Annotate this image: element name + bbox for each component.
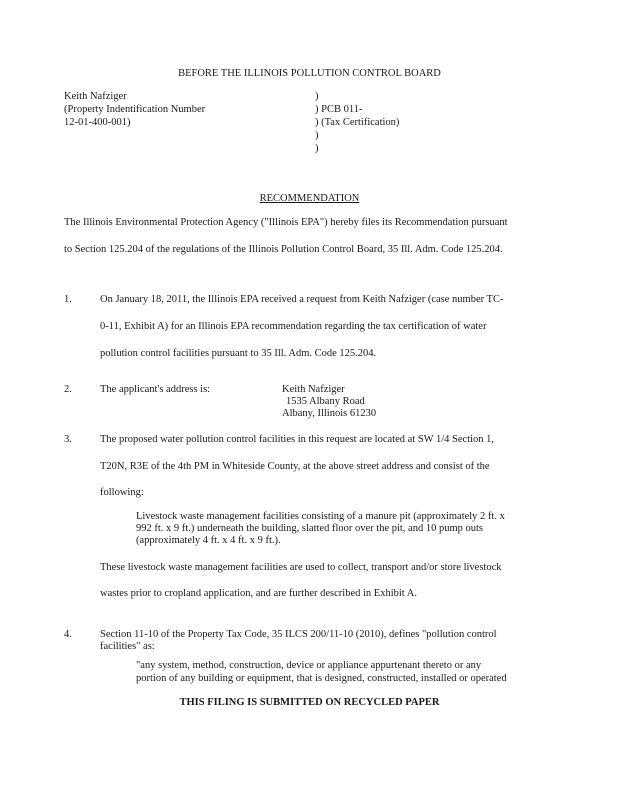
paragraph-1-line: pollution control facilities pursuant to 35 Ill. Adm. Code 125.204.	[100, 348, 377, 359]
paragraph-4-line: facilities" as:	[100, 641, 155, 652]
paragraph-1-line: On January 18, 2011, the Illinois EPA received a request from Keith Nafziger (case number TC-	[100, 294, 504, 305]
address-line: Albany, Illinois 61230	[282, 408, 377, 419]
paragraph-3-line: The proposed water pollution control facilities in this request are located at SW 1/4 Section 1,	[100, 434, 495, 445]
paragraph-number: 3.	[64, 434, 72, 445]
property-id-label: (Property Indentification Number	[64, 104, 206, 115]
statute-quote: portion of any building or equipment, that is designed, constructed, installed or operated	[136, 673, 507, 684]
facility-description: 992 ft. x 9 ft.) underneath the building, slatted floor over the pit, and 10 pump outs	[136, 523, 484, 534]
case-number: ) PCB 011-	[315, 104, 363, 115]
facility-description: (approximately 4 ft. x 4 ft. x 9 ft.).	[136, 535, 281, 546]
statute-quote: "any system, method, construction, device or appliance appurtenant thereto or any	[136, 660, 482, 671]
case-type: ) (Tax Certification)	[315, 117, 400, 128]
intro-line: The Illinois Environmental Protection Agency ("Illinois EPA") hereby files its Recommendation pursuant	[64, 217, 508, 228]
address-label: The applicant's address is:	[100, 384, 211, 395]
facility-description: Livestock waste management facilities consisting of a manure pit (approximately 2 ft. x	[136, 511, 505, 522]
caption-bracket: )	[315, 143, 319, 154]
paragraph-number: 4.	[64, 629, 72, 640]
paragraph-3-line: wastes prior to cropland application, and are further described in Exhibit A.	[100, 588, 417, 599]
document-heading: BEFORE THE ILLINOIS POLLUTION CONTROL BOARD	[178, 68, 441, 79]
paragraph-3-line: These livestock waste management facilities are used to collect, transport and/or store livestock	[100, 562, 502, 573]
paragraph-3-line: T20N, R3E of the 4th PM in Whiteside County, at the above street address and consist of the	[100, 461, 490, 472]
caption-bracket: )	[315, 130, 319, 141]
paragraph-4-line: Section 11-10 of the Property Tax Code, 35 ILCS 200/11-10 (2010), defines "pollution control	[100, 629, 497, 640]
property-id-number: 12-01-400-001)	[64, 117, 131, 128]
paragraph-3-line: following:	[100, 487, 144, 498]
intro-line: to Section 125.204 of the regulations of the Illinois Pollution Control Board, 35 Ill. Adm. Code 125.204.	[64, 244, 503, 255]
recycled-paper-footer: THIS FILING IS SUBMITTED ON RECYCLED PAPER	[179, 697, 440, 708]
section-title: RECOMMENDATION	[259, 193, 360, 204]
paragraph-1-line: 0-11, Exhibit A) for an Illinois EPA recommendation regarding the tax certification of water	[100, 321, 487, 332]
paragraph-number: 2.	[64, 384, 72, 395]
address-line: 1535 Albany Road	[286, 396, 365, 407]
petitioner-name: Keith Nafziger	[64, 91, 127, 102]
paragraph-number: 1.	[64, 294, 72, 305]
address-line: Keith Nafziger	[282, 384, 345, 395]
caption-bracket: )	[315, 91, 319, 102]
